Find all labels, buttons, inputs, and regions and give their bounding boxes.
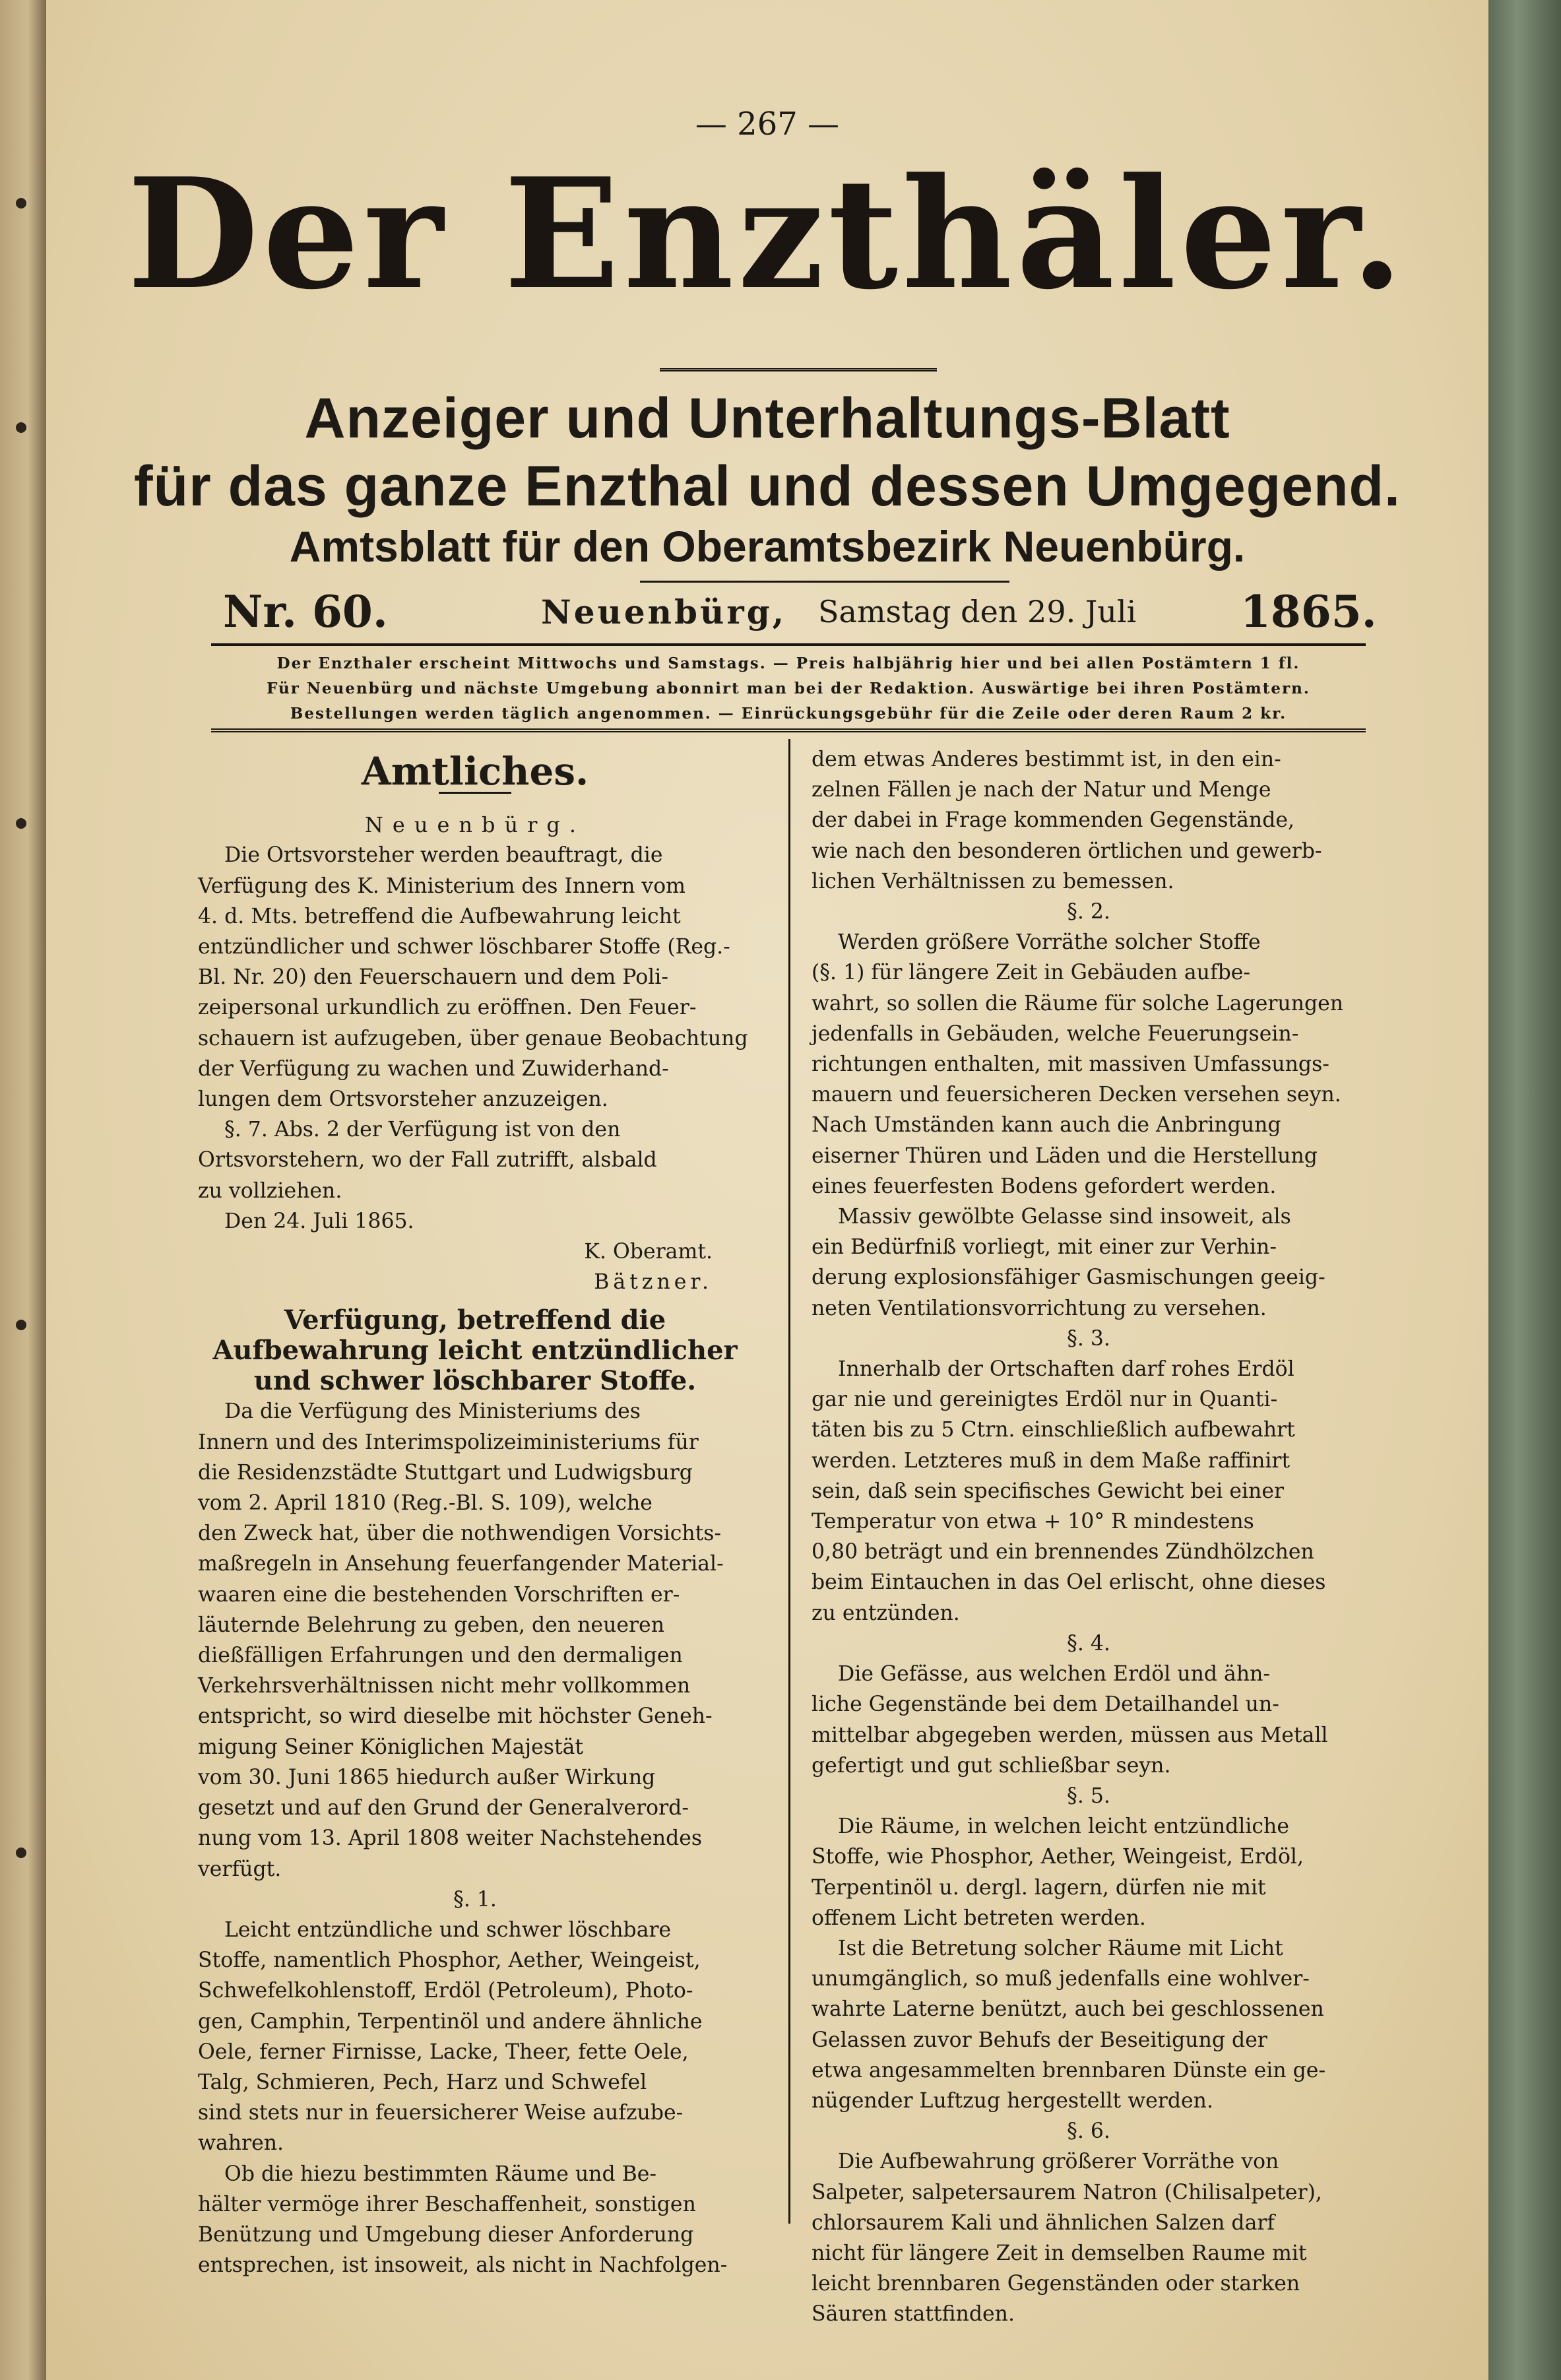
issue-line <box>46 586 1488 639</box>
subscription-notice-line: Der Enzthaler erscheint Mittwochs und Samstags. — Preis halbjährig hier und bei allen Postämtern 1 fl. <box>276 655 1300 672</box>
text-line: vom 30. Juni 1865 hiedurch außer Wirkung <box>198 1765 656 1789</box>
text-line: Ortsvorstehern, wo der Fall zutrifft, alsbald <box>198 1148 657 1173</box>
paragraph-heading: §. 4. <box>1067 1631 1110 1656</box>
text-line: verfügt. <box>198 1857 282 1881</box>
ordinance-text <box>812 927 1366 1324</box>
binding-hole <box>16 1320 26 1330</box>
text-line: gen, Camphin, Terpentinöl und andere ähnliche <box>198 2009 703 2034</box>
text-line: richtungen enthalten, mit massiven Umfassungs- <box>812 1052 1329 1077</box>
page-number: — 267 — <box>695 106 840 143</box>
text-line: Massiv gewölbte Gelasse sind insoweit, als <box>838 1205 1291 1229</box>
text-line: zeipersonal urkundlich zu eröffnen. Den Feuer- <box>198 996 697 1020</box>
text-line: Werden größere Vorräthe solcher Stoffe <box>838 930 1261 955</box>
text-line: gefertigt und gut schließbar seyn. <box>812 1753 1171 1778</box>
divider <box>211 728 1366 732</box>
ordinance-text <box>812 1354 1366 1628</box>
text-line: dem etwas Anderes bestimmt ist, in den ein- <box>812 748 1281 771</box>
text-line: Schwefelkohlenstoff, Erdöl (Petroleum), Photo- <box>198 1979 693 2003</box>
text-line: unumgänglich, so muß jedenfalls eine wohlver- <box>812 1967 1310 1991</box>
subscription-notice-line: Bestellungen werden täglich angenommen. — Einrückungsgebühr für die Zeile oder deren Raum 2 kr. <box>290 705 1287 723</box>
text-line: Innerhalb der Ortschaften darf rohes Erdöl <box>838 1357 1294 1382</box>
paragraph-heading: §. 5. <box>1067 1784 1110 1808</box>
text-line: wahren. <box>198 2131 284 2156</box>
text-line: Die Gefässe, aus welchen Erdöl und ähn- <box>838 1662 1271 1687</box>
text-line: der Verfügung zu wachen und Zuwiderhand- <box>198 1056 669 1081</box>
ornament-rule <box>660 368 937 371</box>
issue-place: Neuenbürg, <box>541 593 787 631</box>
divider <box>640 581 1009 583</box>
text-line: sein, daß sein specifisches Gewicht bei einer <box>812 1479 1285 1503</box>
text-line: dießfälligen Erfahrungen und den dermaligen <box>198 1644 683 1668</box>
text-line: Da die Verfügung des Ministeriums des <box>224 1399 641 1424</box>
text-line: Salpeter, salpetersaurem Natron (Chilisalpeter), <box>812 2180 1322 2204</box>
text-line: Talg, Schmieren, Pech, Harz und Schwefel <box>198 2070 647 2094</box>
text-line: werden. Letzteres muß in dem Maße raffinirt <box>812 1448 1290 1473</box>
text-line: derung explosionsfähiger Gasmischungen geeig- <box>812 1266 1325 1290</box>
text-line: wahrte Laterne benützt, auch bei geschlossenen <box>812 1997 1324 2022</box>
book-cover-edge <box>1488 0 1561 2380</box>
ordinance-text <box>812 1811 1366 2116</box>
text-line: nung vom 13. April 1808 weiter Nachstehendes <box>198 1826 703 1851</box>
text-line: Temperatur von etwa + 10° R mindestens <box>812 1510 1254 1534</box>
text-line: chlorsaurem Kali und ähnlichen Salzen darf <box>812 2210 1275 2235</box>
subtitle-line-1: Anzeiger und Unterhaltungs-Blatt <box>304 387 1230 450</box>
text-line: die Residenzstädte Stuttgart und Ludwigsburg <box>198 1460 693 1485</box>
text-line: zu entzünden. <box>812 1601 960 1625</box>
text-line: maßregeln in Ansehung feuerfangender Material- <box>198 1552 724 1576</box>
signature-name: Bätzner. <box>594 1270 713 1295</box>
text-line: wahrt, so sollen die Räume für solche Lagerungen <box>812 991 1344 1015</box>
text-line: Benützung und Umgebung dieser Anforderung <box>198 2222 694 2247</box>
binding-hole <box>16 1848 26 1858</box>
text-line: ein Bedürfniß vorliegt, mit einer zur Verhin- <box>812 1235 1277 1260</box>
text-line: eines feuerfesten Bodens gefordert werden. <box>812 1174 1277 1198</box>
text-line: entzündlicher und schwer löschbarer Stoffe (Reg.- <box>198 935 730 959</box>
text-line: neten Ventilationsvorrichtung zu versehen. <box>812 1296 1267 1320</box>
signature-office: K. Oberamt. <box>584 1240 713 1264</box>
subtitle-line-2: für das ganze Enzthal und dessen Umgegend. <box>134 455 1401 518</box>
right-column <box>812 744 1366 2330</box>
text-line: Säuren stattfinden. <box>812 2302 1015 2327</box>
text-line: migung Seiner Königlichen Majestät <box>198 1735 584 1759</box>
text-line: lungen dem Ortsvorsteher anzuzeigen. <box>198 1087 608 1112</box>
binding-hole <box>16 422 26 433</box>
text-line: Oele, ferner Firnisse, Lacke, Theer, fette Oele, <box>198 2040 689 2064</box>
paragraph-heading: §. 2. <box>1067 900 1110 924</box>
text-line: Verkehrsverhältnissen nicht mehr vollkommen <box>198 1674 691 1698</box>
announcement-text <box>198 840 752 1237</box>
issue-year: 1865. <box>1240 586 1377 637</box>
text-line: zelnen Fällen je nach der Natur und Menge <box>812 778 1271 802</box>
text-line: gesetzt und auf den Grund der Generalverord- <box>198 1796 689 1820</box>
text-line: Verfügung des K. Ministerium des Innern vom <box>198 874 686 898</box>
masthead-title: Der Enzthäler. <box>127 145 1408 323</box>
text-line: eiserner Thüren und Läden und die Herstellung <box>812 1143 1318 1168</box>
text-line: Terpentinöl u. dergl. lagern, dürfen nie mit <box>812 1875 1266 1900</box>
text-line: waaren eine die bestehenden Vorschriften er- <box>198 1582 680 1607</box>
text-line: 0,80 beträgt und ein brennendes Zündhölzchen <box>812 1540 1314 1564</box>
issue-number: Nr. 60. <box>223 586 388 637</box>
binding-hole <box>16 198 26 209</box>
section-heading: Amtliches. <box>361 749 589 794</box>
text-line: lichen Verhältnissen zu bemessen. <box>812 869 1174 893</box>
text-line: §. 7. Abs. 2 der Verfügung ist von den <box>224 1118 621 1142</box>
text-line: Die Ortsvorsteher werden beauftragt, die <box>224 843 663 868</box>
paragraph-heading: §. 3. <box>1067 1326 1110 1351</box>
text-line: etwa angesammelten brennbaren Dünste ein ge- <box>812 2058 1326 2082</box>
text-line: läuternde Belehrung zu geben, den neueren <box>198 1613 664 1637</box>
text-line: sind stets nur in feuersicherer Weise aufzube- <box>198 2101 684 2125</box>
text-line: täten bis zu 5 Ctrn. einschließlich aufbewahrt <box>812 1418 1295 1442</box>
subtitle-line-3: Amtsblatt für den Oberamtsbezirk Neuenbürg. <box>289 522 1246 571</box>
text-line: der dabei in Frage kommenden Gegenstände, <box>812 808 1295 833</box>
text-line: Nach Umständen kann auch die Anbringung <box>812 1113 1281 1138</box>
text-line: offenem Licht betreten werden. <box>812 1906 1146 1930</box>
column-divider <box>788 739 790 2224</box>
text-line: nügender Luftzug hergestellt werden. <box>812 2088 1213 2113</box>
place-heading: Neuenbürg. <box>364 812 586 838</box>
text-line: Gelassen zuvor Behufs der Beseitigung der <box>812 2028 1267 2052</box>
binding-hole <box>16 818 26 829</box>
subscription-notice-line: Für Neuenbürg und nächste Umgebung abonnirt man bei der Redaktion. Auswärtige bei ihren Postämtern. <box>267 680 1310 697</box>
text-line: wie nach den besonderen örtlichen und gewerb- <box>812 839 1322 863</box>
text-line: schauern ist aufzugeben, über genaue Beobachtung <box>198 1026 748 1050</box>
text-line: mittelbar abgegeben werden, müssen aus Metall <box>812 1723 1328 1747</box>
text-line: Stoffe, namentlich Phosphor, Aether, Weingeist, <box>198 1948 701 1973</box>
text-line: vom 2. April 1810 (Reg.-Bl. S. 109), welche <box>198 1491 653 1516</box>
text-line: entspricht, so wird dieselbe mit höchster Geneh- <box>198 1704 713 1729</box>
newspaper-page <box>46 0 1488 2380</box>
text-line: liche Gegenstände bei dem Detailhandel un- <box>812 1692 1279 1717</box>
text-line: Die Aufbewahrung größerer Vorräthe von <box>838 2150 1279 2174</box>
paragraph-heading: §. 6. <box>1067 2119 1110 2144</box>
text-line: mauern und feuersicheren Decken versehen seyn. <box>812 1083 1341 1107</box>
text-line: nicht für längere Zeit in demselben Raume mit <box>812 2241 1307 2265</box>
issue-date: Samstag den 29. Juli <box>818 594 1137 629</box>
text-line: Ist die Betretung solcher Räume mit Licht <box>838 1936 1283 1960</box>
text-line: jedenfalls in Gebäuden, welche Feuerungsein- <box>812 1021 1299 1046</box>
text-line: entsprechen, ist insoweit, als nicht in Nachfolgen- <box>198 2253 728 2278</box>
text-line: gar nie und gereinigtes Erdöl nur in Quanti- <box>812 1388 1278 1412</box>
text-line: den Zweck hat, über die nothwendigen Vorsichts- <box>198 1522 722 1546</box>
text-line: Die Räume, in welchen leicht entzündliche <box>838 1815 1289 1839</box>
text-line: zu vollziehen. <box>198 1178 342 1203</box>
text-line: Bl. Nr. 20) den Feuerschauern und dem Poli- <box>198 965 668 990</box>
text-line: 4. d. Mts. betreffend die Aufbewahrung leicht <box>198 904 681 928</box>
book-binding-left <box>0 0 46 2380</box>
text-line: leicht brennbaren Gegenständen oder starken <box>812 2272 1300 2296</box>
text-line: Den 24. Juli 1865. <box>224 1209 414 1233</box>
ordinance-text <box>812 2146 1366 2329</box>
paragraph-heading: §. 1. <box>453 1887 497 1912</box>
text-line: hälter vermöge ihrer Beschaffenheit, sonstigen <box>198 2192 696 2216</box>
divider <box>211 643 1366 646</box>
ordinance-text <box>198 1915 752 2280</box>
ordinance-text <box>198 1396 752 1884</box>
text-line: Innern und des Interimspolizeiministeriums für <box>198 1430 699 1454</box>
text-line: beim Eintauchen in das Oel erlischt, ohne dieses <box>812 1570 1326 1595</box>
text-line: Ob die hiezu bestimmten Räume und Be- <box>224 2162 657 2186</box>
left-column <box>198 739 752 2280</box>
ordinance-text <box>812 744 1366 897</box>
text-line: Leicht entzündliche und schwer löschbare <box>224 1917 672 1942</box>
ordinance-title: Verfügung, betreffend die Aufbewahrung leicht entzündlicher und schwer löschbarer Stoffe. <box>212 1304 738 1397</box>
text-line: Stoffe, wie Phosphor, Aether, Weingeist, Erdöl, <box>812 1845 1304 1869</box>
ordinance-text <box>812 1659 1366 1781</box>
text-line: (§. 1) für längere Zeit in Gebäuden aufbe- <box>812 961 1251 985</box>
